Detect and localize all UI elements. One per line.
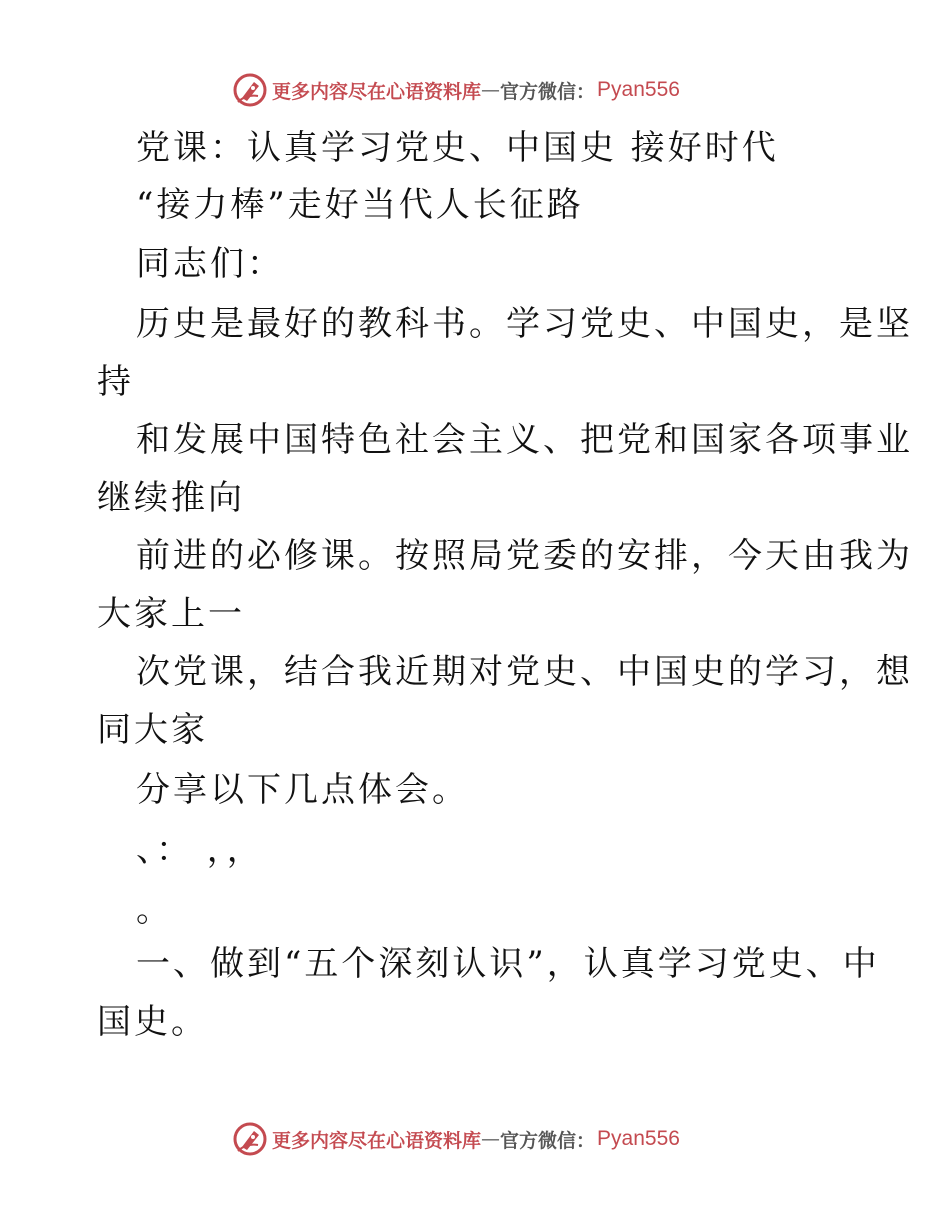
paragraph-line: 前进的必修课。按照局党委的安排，今天由我为 (136, 536, 913, 576)
banner-wechat-label: 官方微信： (500, 80, 596, 103)
punctuation-line: 、： ，， (136, 830, 264, 870)
paragraph-line: 和发展中国特色社会主义、把党和国家各项事业 (136, 420, 913, 460)
salutation: 同志们： (136, 244, 284, 284)
section-heading: 一、做到“五个深刻认识”，认真学习党史、中 (136, 944, 880, 984)
header-banner (232, 70, 680, 110)
paragraph-line: 同大家 (97, 710, 208, 750)
banner-wechat-id: Pyan556 (597, 78, 680, 101)
punctuation-line: 。 (136, 890, 173, 930)
banner-dash: — (481, 1128, 501, 1150)
banner-text: 更多内容尽在心语资料库 (272, 80, 482, 103)
banner-dash: — (481, 79, 501, 101)
banner-wechat-label: 官方微信： (500, 1129, 596, 1152)
paragraph-line: 继续推向 (97, 478, 245, 518)
paragraph-line: 历史是最好的教科书。学习党史、中国史，是坚 (136, 304, 913, 344)
document-title-line-2: “接力棒”走好当代人长征路 (136, 185, 584, 225)
document-title-line-1: 党课：认真学习党史、中国史 接好时代 (136, 128, 779, 168)
pen-nib-circle-icon (232, 1121, 268, 1157)
banner-text: 更多内容尽在心语资料库 (272, 1129, 482, 1152)
paragraph-line: 次党课，结合我近期对党史、中国史的学习，想 (136, 652, 913, 692)
paragraph-line: 分享以下几点体会。 (136, 770, 469, 810)
pen-nib-circle-icon (232, 72, 268, 108)
footer-banner (232, 1119, 680, 1159)
paragraph-line: 大家上一 (97, 594, 245, 634)
banner-wechat-id: Pyan556 (597, 1127, 680, 1150)
section-heading-continued: 国史。 (97, 1002, 208, 1042)
paragraph-line: 持 (97, 362, 134, 402)
